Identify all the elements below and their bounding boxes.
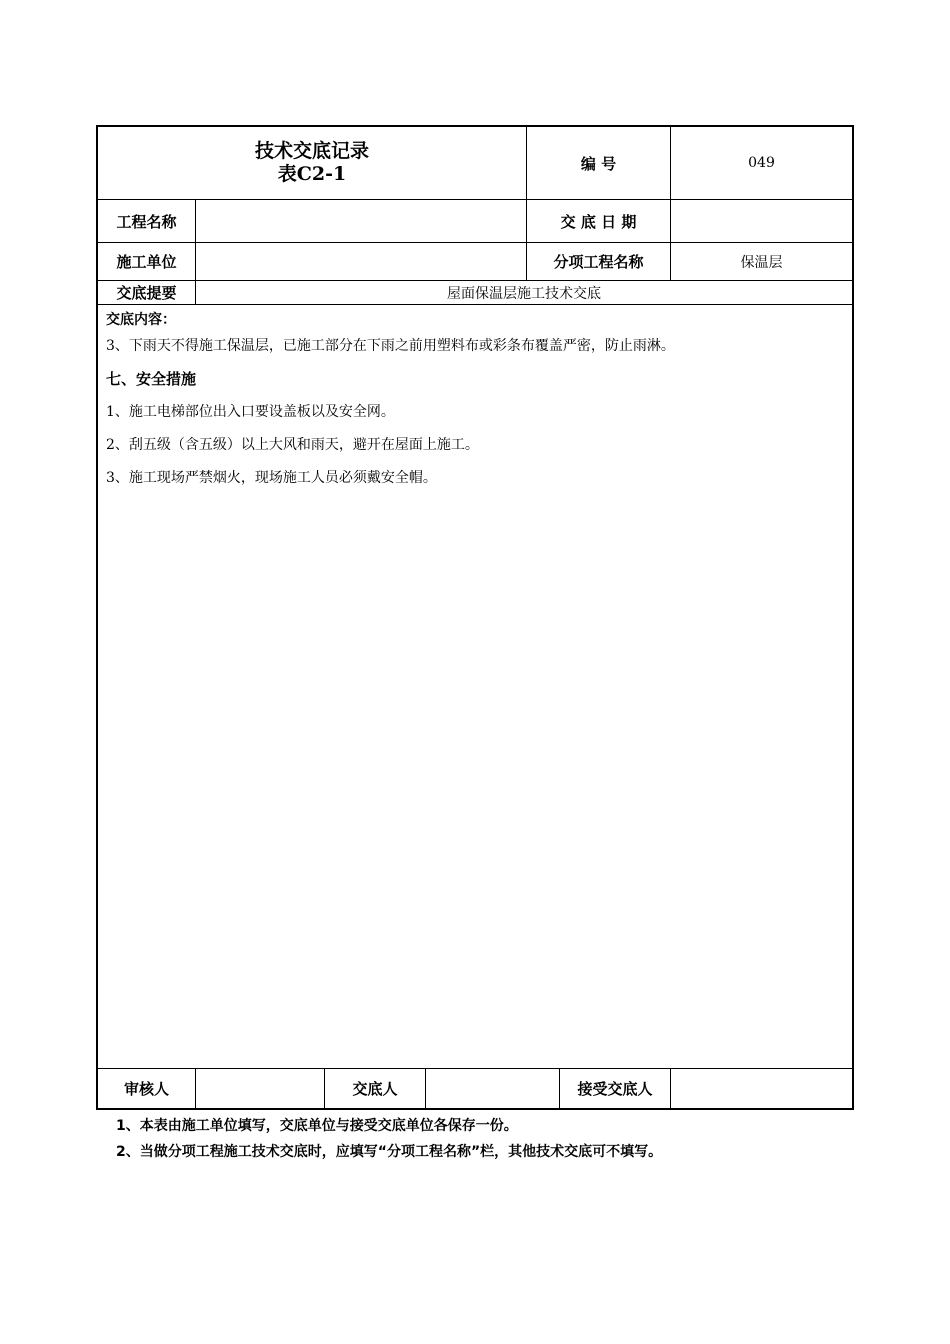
summary-value: 屋面保温层施工技术交底	[447, 285, 601, 302]
construction-unit-label: 施工单位	[116, 253, 177, 271]
content-heading: 交底内容：	[106, 312, 176, 328]
note-item: 1、本表由施工单位填写，交底单位与接受交底单位各保存一份。	[116, 1118, 518, 1134]
sub-project-label: 分项工程名称	[553, 253, 644, 271]
form-notes	[116, 1113, 662, 1165]
project-name-value	[196, 200, 526, 242]
reviewer-label: 审核人	[123, 1080, 169, 1098]
list-item: 3、施工现场严禁烟火，现场施工人员必须戴安全帽。	[106, 470, 437, 486]
construction-unit-value	[196, 243, 526, 280]
discloser-label: 交底人	[352, 1080, 398, 1098]
number-label: 编 号	[580, 154, 617, 173]
list-item: 2、刮五级（含五级）以上大风和雨天，避开在屋面上施工。	[106, 437, 479, 453]
discloser-value	[426, 1069, 559, 1108]
note-item: 2、当做分项工程施工技术交底时，应填写“分项工程名称”栏，其他技术交底可不填写。	[116, 1144, 663, 1160]
reviewer-value	[196, 1069, 324, 1108]
project-name-label: 工程名称	[116, 212, 177, 231]
number-value: 049	[748, 155, 775, 171]
grid-line	[98, 304, 852, 305]
content-paragraph: 3、下雨天不得施工保温层，已施工部分在下雨之前用塑料布或彩条布覆盖严密，防止雨淋。	[106, 338, 675, 354]
disclosure-date-label: 交 底 日 期	[560, 212, 637, 231]
summary-label: 交底提要	[116, 284, 177, 302]
section-title: 七、安全措施	[106, 370, 197, 388]
receiver-value	[671, 1069, 852, 1108]
sub-project-value: 保温层	[740, 254, 783, 271]
form-code: 表C2-1	[277, 163, 347, 185]
disclosure-form	[96, 125, 854, 1110]
form-title	[98, 127, 526, 199]
form-title-main: 技术交底记录	[254, 140, 369, 162]
disclosure-content	[106, 310, 846, 488]
list-item: 1、施工电梯部位出入口要设盖板以及安全网。	[106, 404, 395, 420]
disclosure-date-value	[671, 200, 852, 242]
receiver-label: 接受交底人	[577, 1080, 653, 1098]
